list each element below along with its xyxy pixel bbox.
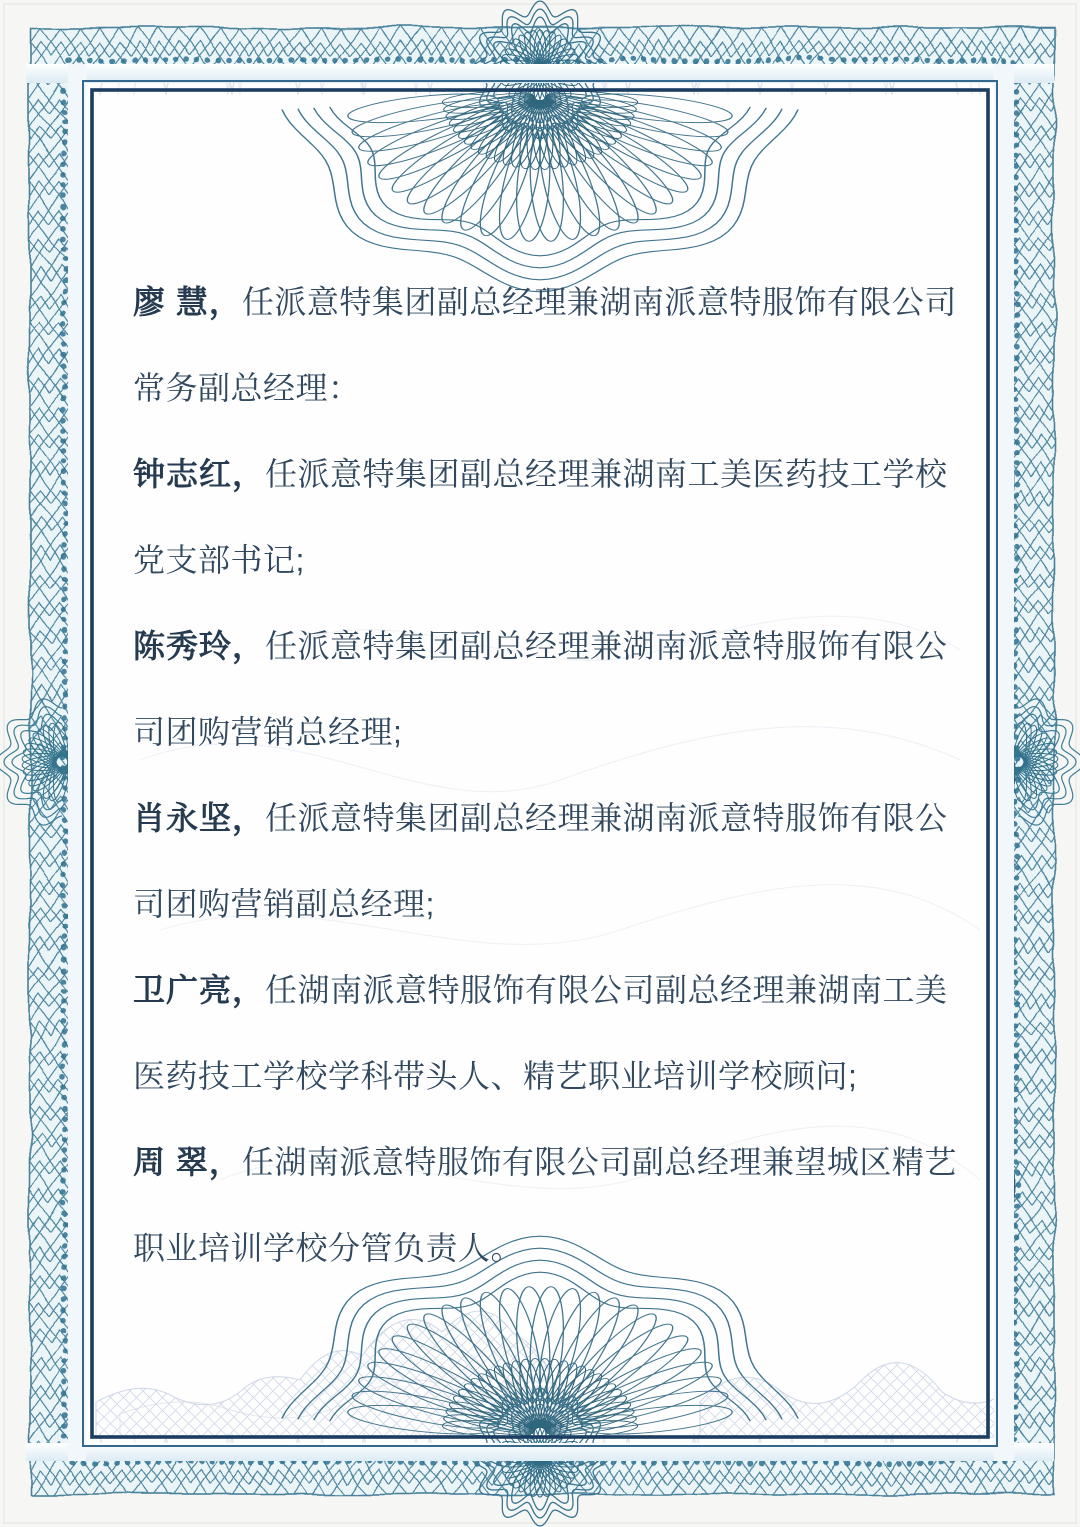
appointment-text: 任派意特集团副总经理兼湖南派意特服饰有限公司 [241, 284, 957, 320]
person-name: 肖永坚， [133, 800, 266, 836]
appointment-text: 司团购营销总经理; [133, 714, 403, 750]
appointment-entry-line [133, 773, 993, 859]
appointment-entry-line [133, 687, 993, 773]
appointment-text: 任派意特集团副总经理兼湖南工美医药技工学校 [265, 456, 948, 492]
appointment-text: 职业培训学校分管负责人。 [133, 1230, 524, 1266]
appointment-text: 任派意特集团副总经理兼湖南派意特服饰有限公 [265, 800, 948, 836]
appointment-list [133, 257, 993, 1289]
appointment-entry-line [133, 601, 993, 687]
appointment-entry-line [133, 257, 993, 343]
appointment-text: 医药技工学校学科带头人、精艺职业培训学校顾问; [133, 1058, 858, 1094]
appointment-entry-line [133, 343, 993, 429]
person-name: 卫广亮， [133, 972, 266, 1008]
appointment-text: 任湖南派意特服饰有限公司副总经理兼望城区精艺 [241, 1144, 957, 1180]
appointment-entry-line [133, 429, 993, 515]
appointment-text: 任派意特集团副总经理兼湖南派意特服饰有限公 [265, 628, 948, 664]
person-name: 周 翠， [133, 1144, 242, 1180]
appointment-text: 常务副总经理： [133, 370, 361, 406]
appointment-entry-line [133, 1117, 993, 1203]
appointment-entry-line [133, 1031, 993, 1117]
appointment-entry-line [133, 515, 993, 601]
appointment-text: 任湖南派意特服饰有限公司副总经理兼湖南工美 [265, 972, 948, 1008]
appointment-text: 党支部书记; [133, 542, 305, 578]
appointment-entry-line [133, 1203, 993, 1289]
person-name: 钟志红， [133, 456, 266, 492]
appointment-entry-line [133, 859, 993, 945]
appointment-entry-line [133, 945, 993, 1031]
person-name: 陈秀玲， [133, 628, 266, 664]
person-name: 廖 慧， [133, 284, 242, 320]
appointment-text: 司团购营销副总经理; [133, 886, 435, 922]
